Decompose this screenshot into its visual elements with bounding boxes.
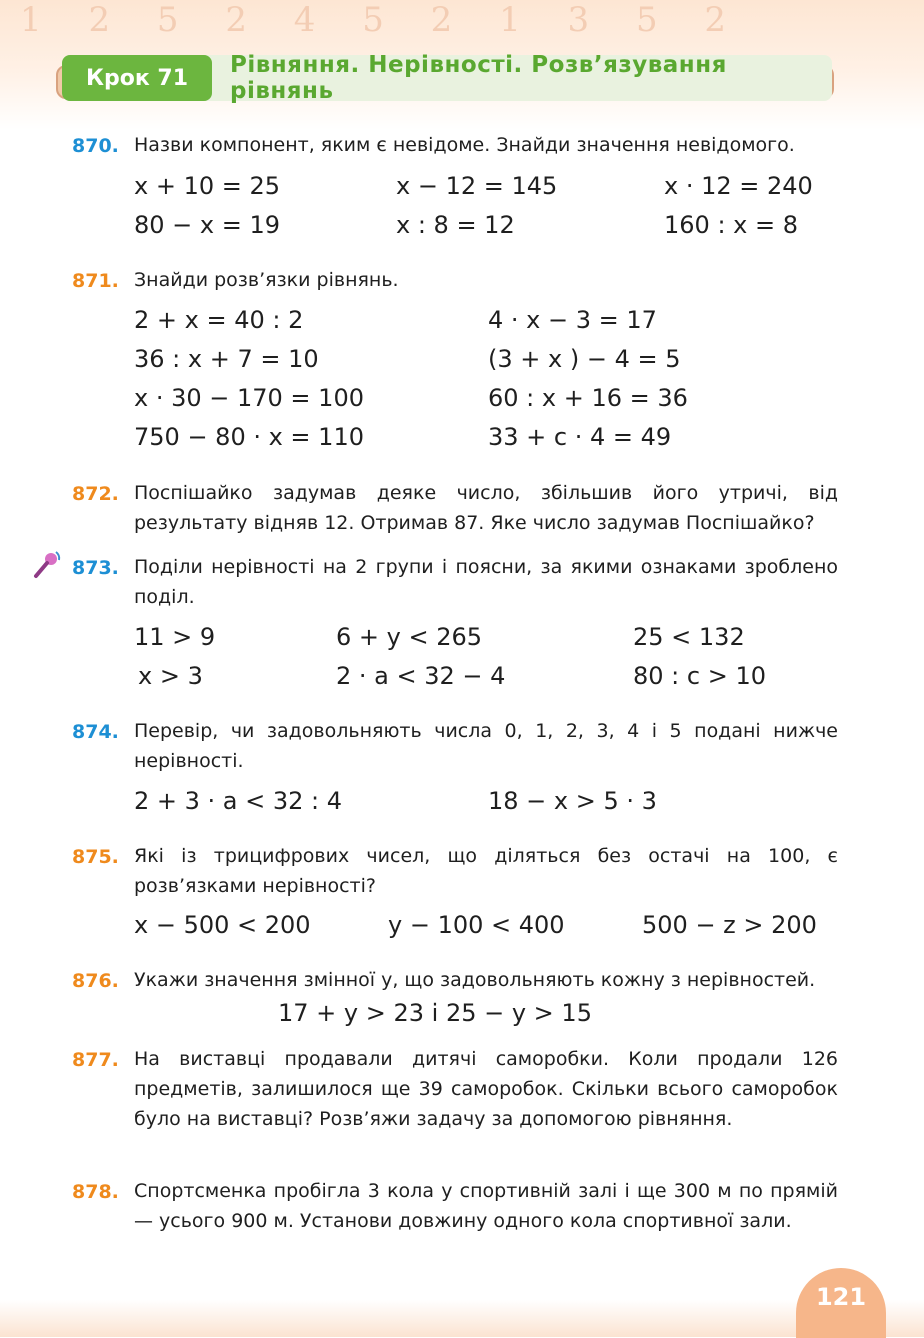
step-badge: Крок 71 <box>62 55 212 101</box>
equation: x · 12 = 240 <box>664 172 813 200</box>
equation: x : 8 = 12 <box>396 211 515 239</box>
inequality: 18 − x > 5 · 3 <box>488 787 657 815</box>
microphone-icon <box>30 549 62 581</box>
equation: 36 : x + 7 = 10 <box>134 345 319 373</box>
equation: 80 − x = 19 <box>134 211 281 239</box>
inequality: 2 · a < 32 − 4 <box>336 662 506 690</box>
exercise-text: Спортсменка пробігла 3 кола у спортивній залі і ще 300 м по прямій — усього 900 м. Установи довжину одного кола спортивної зали. <box>134 1180 838 1232</box>
equation: 2 + x = 40 : 2 <box>134 306 304 334</box>
equation: 4 · x − 3 = 17 <box>488 306 657 334</box>
exercise-number: 874. <box>72 721 119 743</box>
inequality: 6 + y < 265 <box>336 623 483 651</box>
equation: (3 + x ) − 4 = 5 <box>488 345 681 373</box>
exercise-text: На виставці продавали дитячі саморобки. Коли продали 126 предметів, залишилося ще 39 саморобок. Скільки всього саморобок було на виставці? Розв’яжи задачу за допомогою рівняння. <box>134 1048 838 1130</box>
inequality: x − 500 < 200 <box>134 911 311 939</box>
exercise-number: 871. <box>72 270 119 292</box>
equation: 33 + c · 4 = 49 <box>488 423 672 451</box>
inequality: 500 − z > 200 <box>642 911 817 939</box>
inequality: 17 + y > 23 і 25 − y > 15 <box>278 999 592 1027</box>
exercise-text: Знайди розв’язки рівнянь. <box>134 269 399 291</box>
exercise-text: Поділи нерівності на 2 групи і поясни, за якими ознаками зроблено поділ. <box>134 556 838 608</box>
exercise-number: 873. <box>72 557 119 579</box>
inequality: 11 > 9 <box>134 623 216 651</box>
inequality: 25 < 132 <box>633 623 745 651</box>
equation: 60 : x + 16 = 36 <box>488 384 688 412</box>
exercise-text: Які із трицифрових чисел, що діляться без остачі на 100, є розв’язками нерівності? <box>134 845 838 897</box>
exercise-text: Перевір, чи задовольняють числа 0, 1, 2, 3, 4 і 5 подані нижче нерівності. <box>134 720 838 772</box>
page-number: 121 <box>815 1283 867 1311</box>
equation: x + 10 = 25 <box>134 172 281 200</box>
exercise-text: Назви компонент, яким є невідоме. Знайди значення невідомого. <box>134 134 795 156</box>
background-digits-decoration: 1 2 5 2 4 5 2 1 3 5 2 <box>20 0 745 40</box>
exercise-text: Поспішайко задумав деяке число, збільшив його утричі, від результату відняв 12. Отримав 87. Яке число задумав Поспішайко? <box>134 482 838 534</box>
exercise-number: 875. <box>72 846 119 868</box>
equation: x − 12 = 145 <box>396 172 558 200</box>
lesson-title: Рівняння. Нерівності. Розв’язування рівнянь <box>230 52 727 104</box>
lesson-header <box>62 52 832 104</box>
exercise-number: 872. <box>72 483 119 505</box>
exercise-number: 877. <box>72 1049 119 1071</box>
exercise-number: 870. <box>72 135 119 157</box>
equation: 750 − 80 · x = 110 <box>134 423 364 451</box>
exercise-number: 876. <box>72 970 119 992</box>
inequality: y − 100 < 400 <box>388 911 565 939</box>
inequality: 2 + 3 · a < 32 : 4 <box>134 787 343 815</box>
inequality: x > 3 <box>138 662 203 690</box>
equation: x · 30 − 170 = 100 <box>134 384 364 412</box>
footer-background <box>0 1300 924 1337</box>
exercise-number: 878. <box>72 1181 119 1203</box>
inequality: 80 : c > 10 <box>633 662 766 690</box>
exercise-text: Укажи значення змінної y, що задовольняють кожну з нерівностей. <box>134 969 816 991</box>
equation: 160 : x = 8 <box>664 211 798 239</box>
